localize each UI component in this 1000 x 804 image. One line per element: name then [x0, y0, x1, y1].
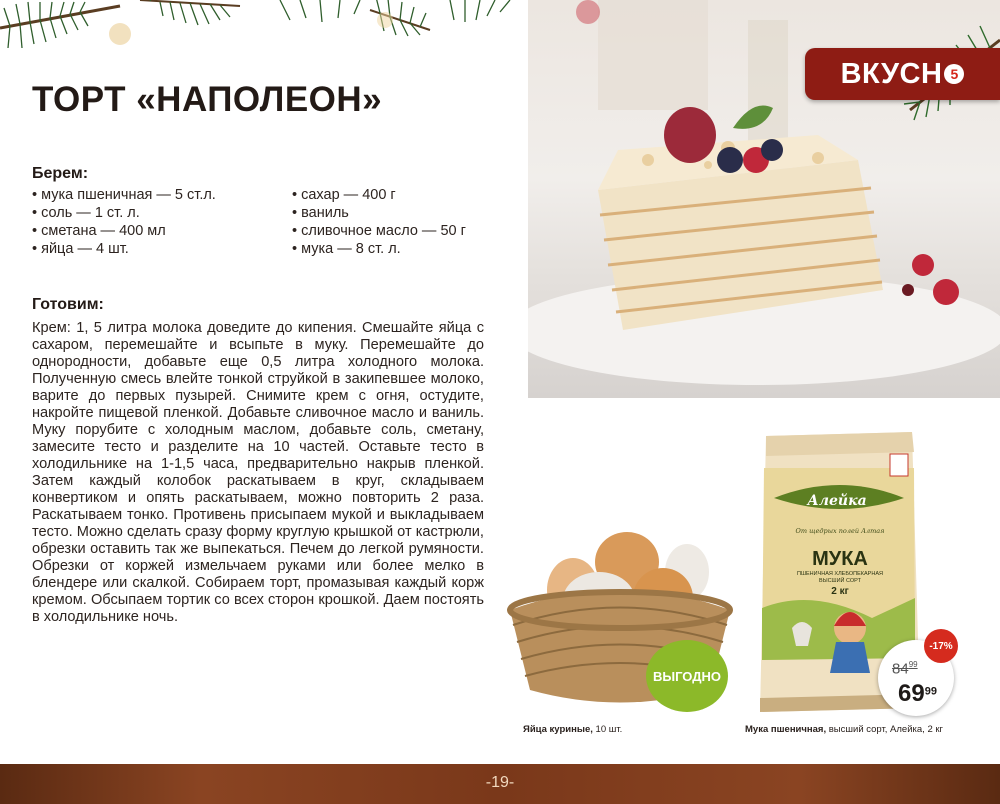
flour-package-weight: 2 кг: [831, 586, 849, 597]
eggs-promo-badge: [646, 640, 728, 712]
ingredients-list-right: [292, 186, 466, 258]
brand-name: ВКУСН: [840, 57, 943, 90]
brand-logo-mark: 5: [944, 64, 964, 84]
eggs-caption: [523, 724, 622, 735]
method-text: Крем: 1, 5 литра молока доведите до кипения. Смешайте яйца с сахаром, перемешайте и всыпьте в муку. Перемешайте до однородности, добавьте еще 0,5 литра холодного молока. Полученную смесь влейте тонкой струйкой в закипевшее молоко, варите до первых пузырей. Снимите крем с огня, остудите, накройте пищевой пленкой. Добавьте сливочное масло и ваниль. Муку порубите с холодным маслом, добавьте соль, сметану, замесите тесто и разделите на 10 частей. Оставьте тесто в холодильнике на 1-1,5 часа, предварительно накрыв пленкой. Затем каждый колобок раскатываем в круг, складываем конвертиком и опять раскатываем, можно повторить 2 раза. Раскатываем тонко. Противень присыпаем мукой и выкладываем тесто. Можно сделать сразу форму круглую крышкой от кастрюли, обрезки оставить так же выпекаться. Печем до легкой румяности. Обрезки от коржей измельчаем руками или более мелко в блендере или скалкой. Собираем торт, промазывая каждый корж кремом. Обсыпаем тортик со всех сторон крошкой. Даем постоять в холодильнике ночь.: [32, 320, 484, 625]
flour-package-desc-line2: ВЫСШИЙ СОРТ: [819, 578, 861, 584]
flour-old-price: [892, 660, 918, 678]
recipe-title: ТОРТ «НАПОЛЕОН»: [32, 80, 383, 119]
flour-caption-name: Мука пшеничная,: [745, 724, 827, 735]
ingredients-list-left: [32, 186, 216, 258]
flour-discount-badge: [924, 629, 958, 663]
ingredient-item: • яйца — 4 шт.: [32, 240, 216, 258]
method-heading: Готовим:: [32, 296, 104, 313]
flour-package-brand: Алейка: [807, 493, 867, 509]
flour-new-price: [898, 680, 937, 708]
ingredient-item: • сахар — 400 г: [292, 186, 466, 204]
flour-new-price-cents: 99: [924, 685, 937, 698]
brand-logo-vkusno: [805, 48, 1000, 100]
flour-new-price-main: 69: [898, 680, 925, 707]
flour-old-price-cents: 99: [908, 660, 918, 669]
flour-old-price-main: 84: [892, 660, 909, 678]
ingredient-item: • ваниль: [292, 204, 466, 222]
flour-discount-value: -17%: [929, 640, 953, 652]
ingredient-item: • сметана — 400 мл: [32, 222, 216, 240]
ingredient-item: • мука пшеничная — 5 ст.л.: [32, 186, 216, 204]
flour-package-desc-line1: ПШЕНИЧНАЯ ХЛЕБОПЕКАРНАЯ: [797, 571, 883, 577]
page-number: -19-: [485, 774, 515, 791]
pine-branch-decoration: [0, 0, 528, 70]
ingredient-item: • мука — 8 ст. л.: [292, 240, 466, 258]
eggs-caption-name: Яйца куриные,: [523, 724, 593, 735]
flour-package-tagline: От щедрых полей Алтая: [795, 527, 885, 535]
ingredients-heading: Берем:: [32, 165, 89, 182]
eggs-caption-details: 10 шт.: [592, 724, 623, 735]
flour-caption: [745, 724, 943, 735]
ingredient-item: • соль — 1 ст. л.: [32, 204, 216, 222]
ingredient-item: • сливочное масло — 50 г: [292, 222, 466, 240]
flour-caption-details: высший сорт, Алейка, 2 кг: [826, 724, 943, 735]
flour-package-title: МУКА: [812, 548, 868, 570]
eggs-badge-label: ВЫГОДНО: [652, 668, 721, 684]
